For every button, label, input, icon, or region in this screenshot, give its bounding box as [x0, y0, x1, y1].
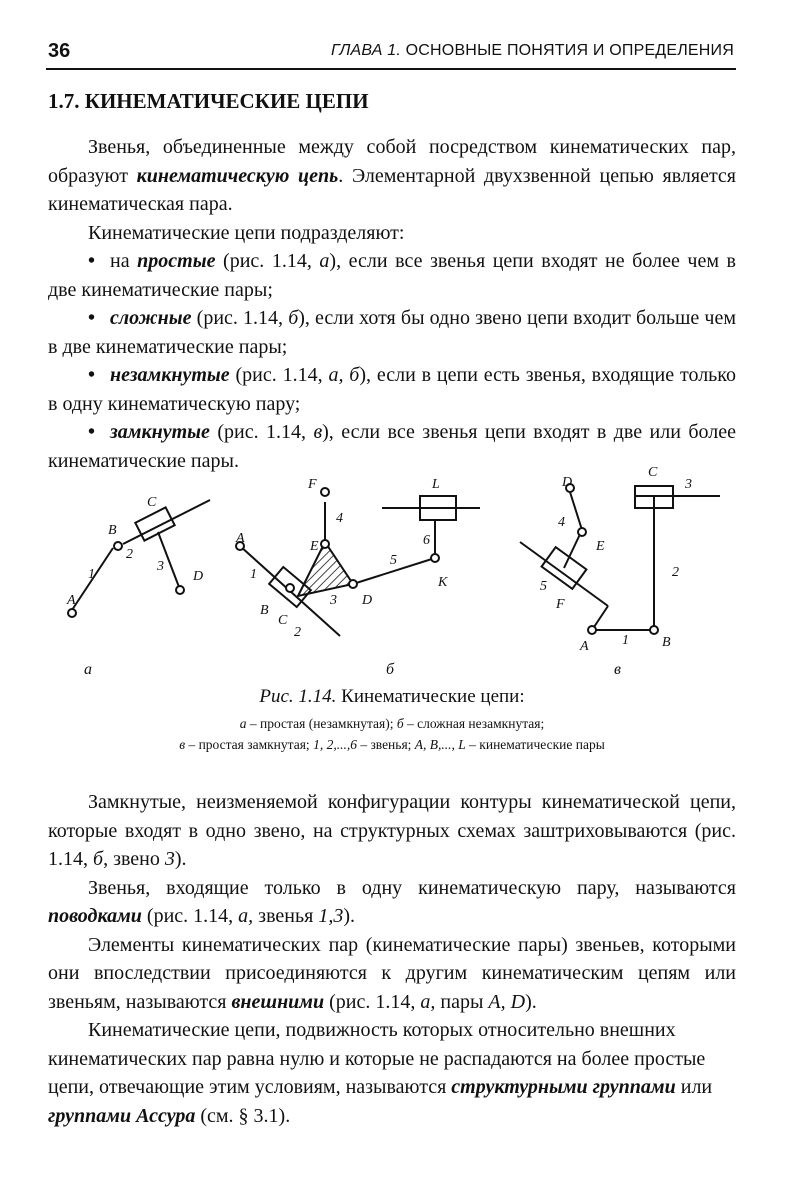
caption-number: Рис. 1.14.: [259, 686, 337, 707]
diagram-c: [520, 484, 720, 634]
page-number: 36: [48, 40, 71, 62]
figure-caption-line-1: [48, 716, 736, 732]
bullet-item: [48, 247, 736, 304]
caption-segment: 1, 2,...,6: [313, 737, 357, 752]
text-span: на: [110, 250, 138, 272]
text-span: Звенья, входящие только в одну кинематическую пару, называются: [88, 876, 736, 899]
figure-label: C: [278, 613, 288, 628]
figure-caption-line-2: [48, 737, 736, 753]
text-span: (см. § 3.1).: [195, 1104, 291, 1127]
figure-label: 6: [423, 533, 430, 548]
ref: 3: [164, 848, 175, 870]
figure-label: E: [596, 539, 605, 554]
figure-label: D: [362, 593, 373, 608]
figure-label: 3: [685, 477, 692, 492]
ref: 1,3: [318, 905, 344, 927]
bullet-dot: •: [88, 250, 96, 272]
figure-label: 5: [390, 553, 397, 568]
text-span: ).: [343, 905, 355, 927]
text-span: ), если хотя бы одно звено цепи входит больше чем в две кинематические пары;: [48, 307, 736, 358]
figure-sublabel: в: [614, 661, 621, 678]
text-span: (рис. 1.14,: [209, 421, 314, 443]
text-span: или: [675, 1076, 713, 1098]
figure-label: D: [193, 569, 204, 584]
term: кинематическую цепь: [136, 164, 339, 187]
ref: в: [313, 421, 323, 443]
text-span: Звенья, объединенные между собой посредством кинематических пар, образуют: [48, 136, 736, 187]
term: поводками: [48, 905, 142, 927]
kinematic-chains-diagram: [40, 458, 760, 688]
caption-segment: в: [179, 737, 186, 752]
text-span: (рис. 1.14,: [141, 905, 239, 927]
ref: а,: [420, 990, 436, 1013]
caption-segment: – кинематические пары: [465, 737, 605, 752]
text-span: Элементы кинематических пар (кинематические пары) звеньев, которыми они впоследствии присоединяются к другим кинематическим цепям или звеньям, называются: [48, 933, 736, 1013]
figure-sublabel: б: [386, 661, 395, 678]
bullet-dot: •: [88, 364, 96, 386]
figure-label: 5: [540, 579, 547, 594]
figure-labels: [66, 465, 692, 654]
term: сложные: [110, 307, 192, 329]
figure-sublabel: а: [84, 661, 92, 678]
figure-label: 1: [250, 567, 257, 582]
section-title: 1.7. КИНЕМАТИЧЕСКИЕ ЦЕПИ: [48, 89, 369, 113]
figure-label: C: [147, 495, 157, 510]
bullet-dot: •: [88, 421, 96, 443]
paragraph: [48, 788, 736, 874]
text-span: ), если все звенья цепи входят не более чем в две кинематические пары;: [48, 250, 736, 301]
paragraph: [48, 931, 736, 1017]
figure-label: 1: [88, 567, 95, 582]
figure-label: A: [580, 639, 589, 654]
caption-segment: – сложная незамкнутая;: [403, 716, 545, 731]
figure-sublabels: [84, 661, 621, 678]
term: группами Ассура: [48, 1104, 196, 1127]
ref: а,: [238, 905, 254, 927]
text-span: , звено: [103, 848, 165, 870]
running-head: [331, 42, 734, 60]
figure-label: 2: [294, 625, 301, 640]
caption-segment: A, B,..., L: [414, 737, 466, 752]
text-span: Кинематические цепи, подвижность которых относительно внешних кинематических пар равна нулю и которые не распадаются на более простые цепи, отвечающие этим условиям, называются: [48, 1019, 706, 1098]
paragraph: [48, 1016, 736, 1130]
figure-label: A: [236, 531, 245, 546]
figure-label: E: [310, 539, 319, 554]
caption-segment: б: [396, 716, 404, 731]
figure-label: A: [67, 593, 76, 608]
figure-label: 1: [622, 633, 629, 648]
ref: б: [288, 307, 299, 329]
caption-segment: – простая (незамкнутая);: [246, 716, 397, 731]
text-span: ).: [525, 990, 537, 1013]
diagram-b: [236, 488, 480, 636]
figure-label: 2: [126, 547, 133, 562]
term: замкнутые: [110, 421, 210, 443]
figure-label: L: [432, 477, 440, 492]
paragraph: [48, 874, 736, 931]
bullet-list: [48, 247, 736, 475]
ref: а: [319, 250, 330, 272]
figure-label: C: [648, 465, 658, 480]
paragraph: Кинематические цепи подразделяют:: [88, 221, 405, 244]
figure-label: F: [308, 477, 317, 492]
figure-label: F: [556, 597, 565, 612]
ref: A, D: [488, 990, 526, 1013]
figure-caption-title: [48, 686, 736, 708]
text-span: пары: [435, 990, 489, 1013]
figure-label: B: [260, 603, 269, 618]
text-span: (рис. 1.14,: [191, 307, 289, 329]
figure-label: 4: [336, 511, 343, 526]
figure-1-14: [40, 458, 760, 688]
chapter-label: ГЛАВА 1.: [330, 42, 401, 59]
figure-label: B: [108, 523, 117, 538]
figure-label: K: [438, 575, 448, 590]
ref: б: [93, 848, 104, 870]
text-span: . Элементарной двухзвенной цепью является кинематическая пара.: [48, 164, 737, 215]
figure-label: D: [562, 475, 573, 490]
body-text: [48, 788, 736, 1130]
caption-segment: – простая замкнутая;: [185, 737, 314, 752]
term: структурными группами: [451, 1076, 676, 1098]
text-span: (рис. 1.14,: [215, 250, 320, 272]
page-header: [46, 38, 736, 70]
figure-label: 3: [157, 559, 164, 574]
bullet-item: [48, 361, 736, 418]
term: незамкнутые: [110, 364, 230, 386]
caption-text: Кинематические цепи:: [336, 686, 525, 707]
term: внешними: [231, 990, 325, 1013]
figure-label: 3: [330, 593, 337, 608]
intro-text: [48, 133, 736, 475]
ref: а, б: [328, 364, 360, 386]
bullet-item: [48, 304, 736, 361]
text-span: звенья: [253, 905, 319, 927]
paragraph: [48, 133, 736, 219]
text-span: (рис. 1.14,: [324, 990, 421, 1013]
term: простые: [137, 250, 216, 272]
figure-label: 2: [672, 565, 679, 580]
figure-label: 4: [558, 515, 565, 530]
caption-segment: – звенья;: [356, 737, 415, 752]
chapter-title: ОСНОВНЫЕ ПОНЯТИЯ И ОПРЕДЕЛЕНИЯ: [405, 42, 734, 59]
text-span: ).: [174, 848, 187, 870]
bullet-dot: •: [88, 307, 96, 329]
text-span: Замкнутые, неизменяемой конфигурации контуры кинематической цепи, которые входят в одно звено, на структурных схемах заштриховываются (рис. 1.14,: [48, 791, 736, 870]
diagram-a: [68, 500, 210, 617]
text-span: ), если все звенья цепи входят в две или более кинематические пары.: [48, 421, 736, 472]
caption-segment: а: [239, 716, 247, 731]
figure-label: B: [662, 635, 671, 650]
text-span: (рис. 1.14,: [229, 364, 329, 386]
text-span: ), если в цепи есть звенья, входящие только в одну кинематическую пару;: [48, 364, 736, 415]
